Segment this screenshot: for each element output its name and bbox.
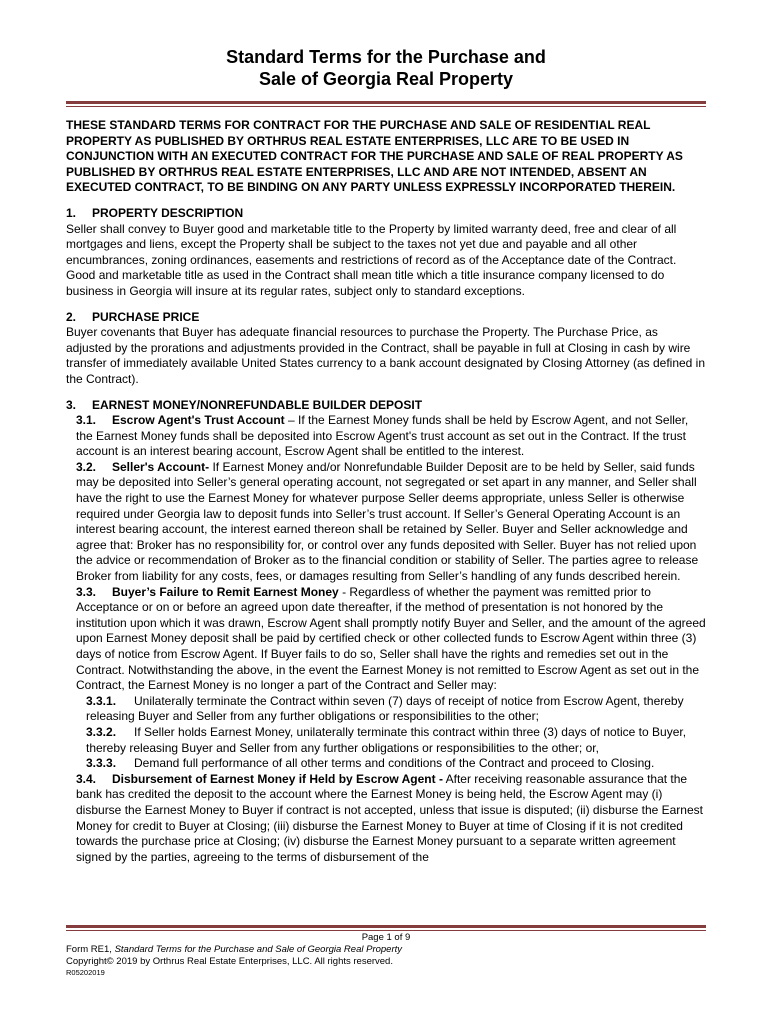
subsection-title: Buyer’s Failure to Remit Earnest Money bbox=[112, 584, 339, 599]
section-number: 1. bbox=[66, 205, 77, 220]
section-heading bbox=[66, 310, 706, 326]
subsection-title: Escrow Agent's Trust Account bbox=[112, 413, 285, 428]
section-heading bbox=[66, 206, 706, 222]
subsection-body: If Seller holds Earnest Money, unilaterally terminate this contract within three (3) days of notice to Buyer, thereby releasing Buyer and Seller from any further obligations or responsibilities to the other; or, bbox=[86, 724, 687, 755]
section-purchase-price bbox=[66, 310, 706, 388]
document-title bbox=[66, 46, 706, 90]
subsection-body: If Earnest Money and/or Nonrefundable Builder Deposit are to be held by Seller, said funds may be deposited into Seller’s general operating account, not segregated or set apart in any manner, and Seller shall have the right to use the Earnest Money for whatever purpose Seller deems appropriate, unless Seller is otherwise required under Georgia law to deposit funds into Seller’s trust account. If Seller’s General Operating Account is an interest bearing account, the interest earned thereon shall be retained by Seller. Buyer and Seller acknowledge and agree that: Broker has no responsibility for, or control over any funds deposited with Seller. Buyer has not relied upon the advice or recommendation of Broker as to the financial condition or stability of Seller. The parties agree to release Broker from liability for any costs, fees, or damages resulting from Seller’s handling of any funds described herein. bbox=[76, 459, 699, 584]
section-heading bbox=[66, 398, 706, 414]
section-earnest-money bbox=[66, 398, 706, 866]
subsection-body: After receiving reasonable assurance that the bank has credited the deposit to the account where the Earnest Money is being held, the Escrow Agent may (i) disburse the Earnest Money to Buyer if contract is not accepted, unless that issue is disputed; (ii) disburse the Earnest Money for credit to Buyer at Closing; (iii) disburse the Earnest Money to Buyer at time of Closing if it is not credited towards the purchase price at Closing; (iv) disburse the Earnest Money pursuant to a separate written agreement signed by the parties, agreeing to the terms of disbursement of the bbox=[76, 771, 703, 864]
title-line-2: Sale of Georgia Real Property bbox=[258, 69, 514, 89]
subsection-body: - Regardless of whether the payment was remitted prior to Acceptance or on or before an agreed upon date thereafter, if the method of presentation is not honored by the institution upon which it was drawn, Escrow Agent shall promptly notify Buyer and Seller, and the amount of the agreed upon Earnest Money deposit shall be paid by certified check or other collected funds to Escrow Agent within three (3) days of notice from Escrow Agent. If Buyer fails to do so, Seller shall have the rights and remedies set out in the Contract. Notwithstanding the above, in the event the Earnest Money is not remitted to Escrow Agent as set out in the Contract, the Earnest Money is no longer a part of the Contract and Seller may: bbox=[76, 584, 706, 693]
subsection-3-4 bbox=[76, 772, 706, 866]
subsection-body: – If the Earnest Money funds shall be held by Escrow Agent, and not Seller, the Earnest Money funds shall be deposited into Escrow Agent's trust account as set out in the Contract. If the trust account is an interest bearing account, Escrow Agent shall be entitled to the interest. bbox=[76, 413, 689, 459]
subsection-3-3-2 bbox=[86, 725, 706, 756]
section-title: EARNEST MONEY/NONREFUNDABLE BUILDER DEPOSIT bbox=[92, 397, 423, 412]
title-line-1: Standard Terms for the Purchase and bbox=[226, 47, 546, 67]
subsection-number: 3.1. bbox=[76, 413, 97, 428]
header-rule bbox=[66, 101, 706, 107]
footer-rule-thin bbox=[66, 930, 706, 931]
document-body bbox=[66, 118, 706, 875]
form-line bbox=[66, 944, 706, 956]
section-body: Seller shall convey to Buyer good and marketable title to the Property by limited warranty deed, free and clear of all mortgages and liens, except the Property shall be subject to the taxes not yet due and payable and all other encumbrances, zoning ordinances, easements and restrictions of record as of the Acceptance date of the Contract. Good and marketable title as used in the Contract shall mean title which a title insurance company licensed to do business in Georgia will insure at its regular rates, subject only to standard exceptions. bbox=[66, 221, 677, 298]
subsection-number: 3.4. bbox=[76, 771, 97, 786]
subsection-3-1 bbox=[76, 413, 706, 460]
copyright: Copyright© 2019 by Orthrus Real Estate Enterprises, LLC. All rights reserved. bbox=[66, 956, 393, 967]
section-number: 2. bbox=[66, 309, 77, 324]
section-title: PROPERTY DESCRIPTION bbox=[92, 205, 244, 220]
intro-paragraph: THESE STANDARD TERMS FOR CONTRACT FOR THE PURCHASE AND SALE OF RESIDENTIAL REAL PROPERTY AS PUBLISHED BY ORTHRUS REAL ESTATE ENTERPRISES, LLC ARE TO BE USED IN CONJUNCTION WITH AN EXECUTED CONTRACT FOR THE PURCHASE AND SALE OF REAL PROPERTY AS PUBLISHED BY ORTHRUS REAL ESTATE ENTERPRISES, LLC AND ARE NOT INTENDED, ABSENT AN EXECUTED CONTRACT, TO BE BINDING ON ANY PARTY UNLESS EXPRESSLY INCORPORATED THEREIN. bbox=[66, 118, 683, 195]
header-rule-thin bbox=[66, 106, 706, 107]
subsection-body: Unilaterally terminate the Contract within seven (7) days of receipt of notice from Escrow Agent, thereby releasing Buyer and Seller from any further obligations or responsibilities to the other; bbox=[86, 693, 684, 724]
header-rule-thick bbox=[66, 101, 706, 104]
subsection-number: 3.3.3. bbox=[86, 756, 117, 771]
subsection-number: 3.3. bbox=[76, 584, 97, 599]
form-prefix: Form RE1, bbox=[66, 944, 115, 955]
subsection-number: 3.2. bbox=[76, 459, 97, 474]
subsection-title: Seller's Account- bbox=[112, 459, 210, 474]
footer-rule-thick bbox=[66, 925, 706, 928]
subsection-number: 3.3.1. bbox=[86, 693, 117, 708]
section-number: 3. bbox=[66, 397, 77, 412]
subsection-3-3 bbox=[76, 585, 706, 694]
footer-rule bbox=[66, 925, 706, 931]
page-footer bbox=[66, 932, 706, 978]
section-title: PURCHASE PRICE bbox=[92, 309, 200, 324]
subsection-3-3-1 bbox=[86, 694, 706, 725]
subsection-3-2 bbox=[76, 460, 706, 585]
subsection-3-3-3 bbox=[86, 756, 706, 772]
subsection-title: Disbursement of Earnest Money if Held by Escrow Agent - bbox=[112, 771, 443, 786]
section-body: Buyer covenants that Buyer has adequate financial resources to purchase the Property. The Purchase Price, as adjusted by the prorations and adjustments provided in the Contract, shall be payable in full at Closing in cash by wire transfer of immediately available United States currency to a bank account designated by Closing Attorney (as defined in the Contract). bbox=[66, 325, 706, 386]
subsection-body: Demand full performance of all other terms and conditions of the Contract and proceed to Closing. bbox=[134, 756, 655, 771]
page-number: Page 1 of 9 bbox=[361, 932, 411, 943]
section-property-description bbox=[66, 206, 706, 300]
form-code: R05202019 bbox=[66, 968, 105, 977]
subsection-number: 3.3.2. bbox=[86, 724, 117, 739]
form-title: Standard Terms for the Purchase and Sale of Georgia Real Property bbox=[114, 944, 403, 955]
